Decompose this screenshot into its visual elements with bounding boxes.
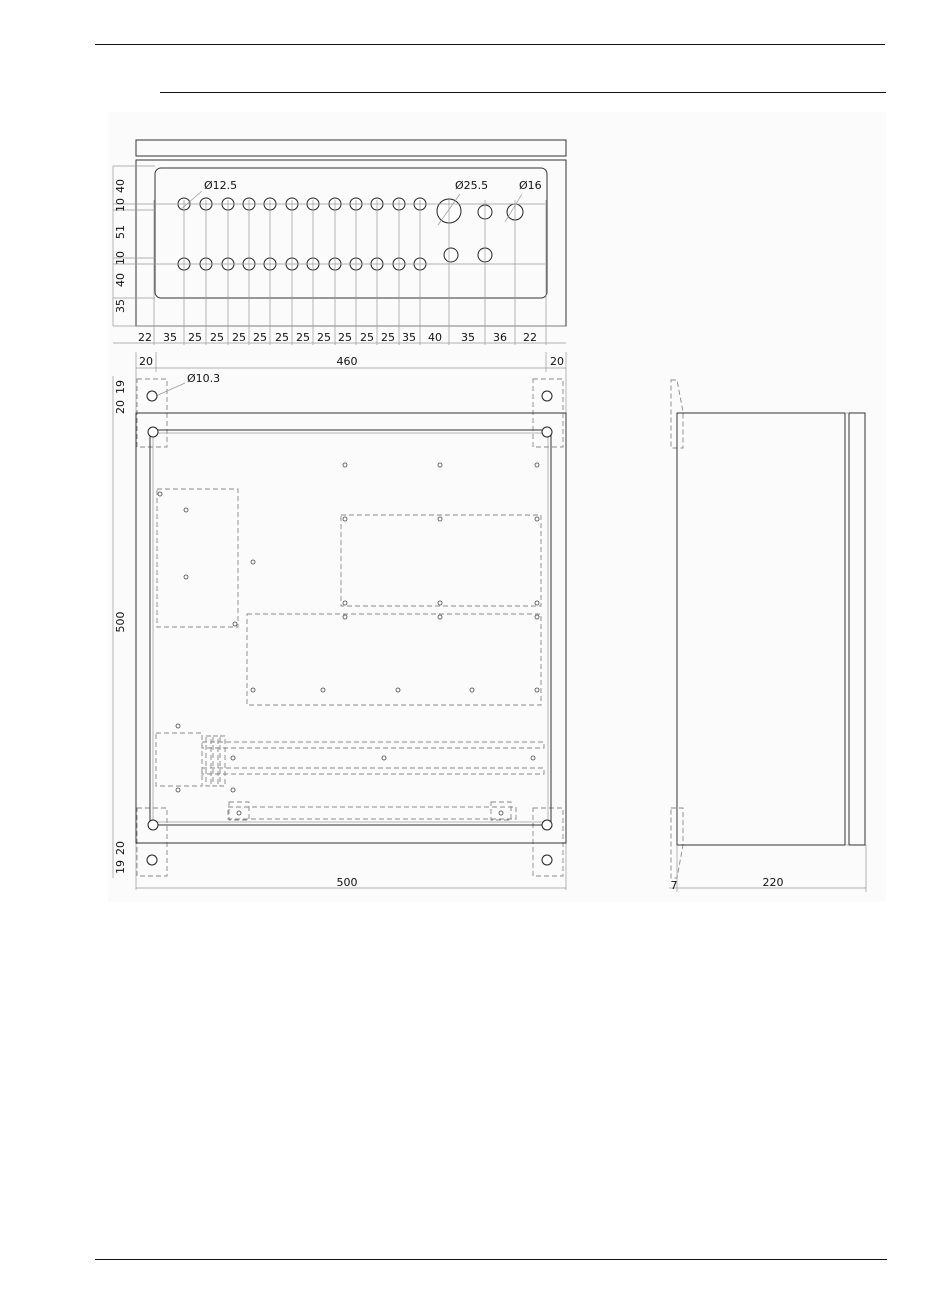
- mount-hole-label: Ø10.3: [187, 372, 221, 385]
- fixing-point: [184, 508, 188, 512]
- fixing-point: [251, 560, 255, 564]
- front-bottom-dim: 25: [296, 331, 310, 344]
- front-bottom-dim: 25: [232, 331, 246, 344]
- mount-hole: [542, 855, 552, 865]
- front-bottom-dim: 25: [210, 331, 224, 344]
- fixing-point: [438, 601, 442, 605]
- fixing-point: [343, 517, 347, 521]
- corner-fixing: [148, 820, 158, 830]
- side-depth-dim: 7: [670, 879, 678, 892]
- mount-hole: [542, 391, 552, 401]
- back-top-dim: 20: [550, 355, 564, 368]
- fixing-point: [184, 575, 188, 579]
- fixing-point: [438, 615, 442, 619]
- front-bottom-dim: 22: [138, 331, 152, 344]
- front-left-dim: 51: [114, 225, 127, 239]
- front-left-dim: 40: [114, 179, 127, 193]
- fixing-point: [176, 724, 180, 728]
- fixing-point: [158, 492, 162, 496]
- front-bottom-dim: 25: [317, 331, 331, 344]
- back-top-dim: 20: [139, 355, 153, 368]
- front-bottom-dim: 22: [523, 331, 537, 344]
- front-bottom-dim: 25: [338, 331, 352, 344]
- fixing-point: [343, 601, 347, 605]
- hole-label-16: Ø16: [519, 179, 542, 192]
- fixing-point: [535, 517, 539, 521]
- back-top-dim: 460: [336, 355, 358, 368]
- fixing-point: [231, 788, 235, 792]
- fixing-point: [535, 688, 539, 692]
- front-bottom-dim: 25: [188, 331, 202, 344]
- front-bottom-dim: 36: [493, 331, 507, 344]
- back-left-top-dim: 20: [114, 400, 127, 414]
- mount-hole: [147, 391, 157, 401]
- fixing-point: [382, 756, 386, 760]
- corner-fixing: [542, 820, 552, 830]
- back-left-bottom-dim: 19: [114, 860, 127, 874]
- back-left-bottom-dim: 20: [114, 841, 127, 855]
- back-left-top-dim: 19: [114, 380, 127, 394]
- fixing-point: [343, 615, 347, 619]
- fixing-point: [231, 756, 235, 760]
- front-bottom-dim: 25: [381, 331, 395, 344]
- corner-fixing: [148, 427, 158, 437]
- fixing-point: [531, 756, 535, 760]
- front-bottom-dim: 25: [253, 331, 267, 344]
- front-left-dim: 40: [114, 273, 127, 287]
- back-width-dim: 500: [336, 876, 358, 889]
- front-bottom-dim: 35: [461, 331, 475, 344]
- front-bottom-dim: 35: [402, 331, 416, 344]
- fixing-point: [499, 811, 503, 815]
- front-left-dim: 10: [114, 251, 127, 265]
- front-bottom-dim: 35: [163, 331, 177, 344]
- back-height-dim: 500: [114, 611, 127, 633]
- front-left-dim: 35: [114, 299, 127, 313]
- front-left-dim: 10: [114, 198, 127, 212]
- fixing-point: [535, 615, 539, 619]
- fixing-point: [396, 688, 400, 692]
- fixing-point: [535, 601, 539, 605]
- fixing-point: [343, 463, 347, 467]
- fixing-point: [321, 688, 325, 692]
- cable-gland-hole: [444, 248, 458, 262]
- hole-label-25-5: Ø25.5: [455, 179, 489, 192]
- fixing-point: [176, 788, 180, 792]
- fixing-point: [251, 688, 255, 692]
- front-bottom-dim: 25: [360, 331, 374, 344]
- fixing-point: [535, 463, 539, 467]
- fixing-point: [438, 463, 442, 467]
- hole-label-12-5: Ø12.5: [204, 179, 238, 192]
- fixing-point: [237, 811, 241, 815]
- side-depth-dim: 220: [762, 876, 784, 889]
- fixing-point: [233, 622, 237, 626]
- front-bottom-dim: 40: [428, 331, 442, 344]
- mount-hole: [147, 855, 157, 865]
- front-bottom-dim: 25: [275, 331, 289, 344]
- fixing-point: [470, 688, 474, 692]
- corner-fixing: [542, 427, 552, 437]
- fixing-point: [438, 517, 442, 521]
